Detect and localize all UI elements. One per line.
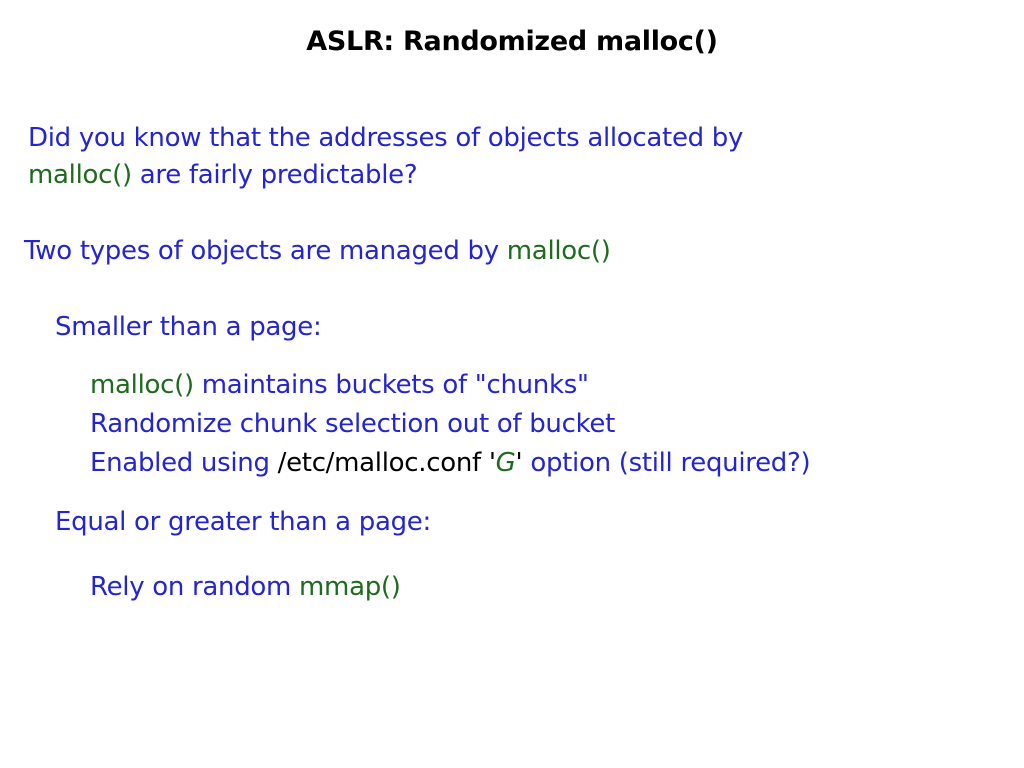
malloc-keyword: malloc(): [28, 160, 132, 190]
text-segment: are fairly predictable?: [131, 160, 418, 190]
text-segment: Two types of objects are managed by: [24, 236, 507, 266]
slide-title: [0, 26, 1024, 57]
title-text: ASLR: Randomized malloc(): [306, 26, 718, 57]
bullet-randomize: [90, 409, 615, 439]
text-segment: Randomize chunk selection out of bucket: [90, 409, 616, 439]
intro-line-1: [28, 123, 743, 153]
path-text: /etc/malloc.conf ': [277, 448, 496, 478]
option-flag: G: [495, 448, 516, 478]
bullet-buckets: [90, 370, 589, 400]
text-segment: Did you know that the addresses of objects allocated by: [28, 123, 744, 153]
text-segment: Rely on random: [90, 572, 300, 602]
text-segment: maintains buckets of "chunks": [193, 370, 589, 400]
heading-text: Smaller than a page:: [55, 312, 322, 342]
bullet-enabled: [90, 448, 810, 478]
text-segment: Enabled using: [90, 448, 278, 478]
heading-text: Equal or greater than a page:: [55, 507, 431, 537]
smaller-heading: [55, 312, 321, 342]
text-segment: option (still required?): [530, 448, 811, 478]
equal-heading: [55, 507, 431, 537]
mmap-keyword: mmap(): [299, 572, 401, 602]
quote-text: ': [515, 448, 531, 478]
malloc-keyword: malloc(): [90, 370, 194, 400]
two-types-line: [24, 236, 611, 266]
intro-line-2: [28, 160, 417, 190]
malloc-keyword: malloc(): [506, 236, 611, 266]
bullet-mmap: [90, 572, 401, 602]
